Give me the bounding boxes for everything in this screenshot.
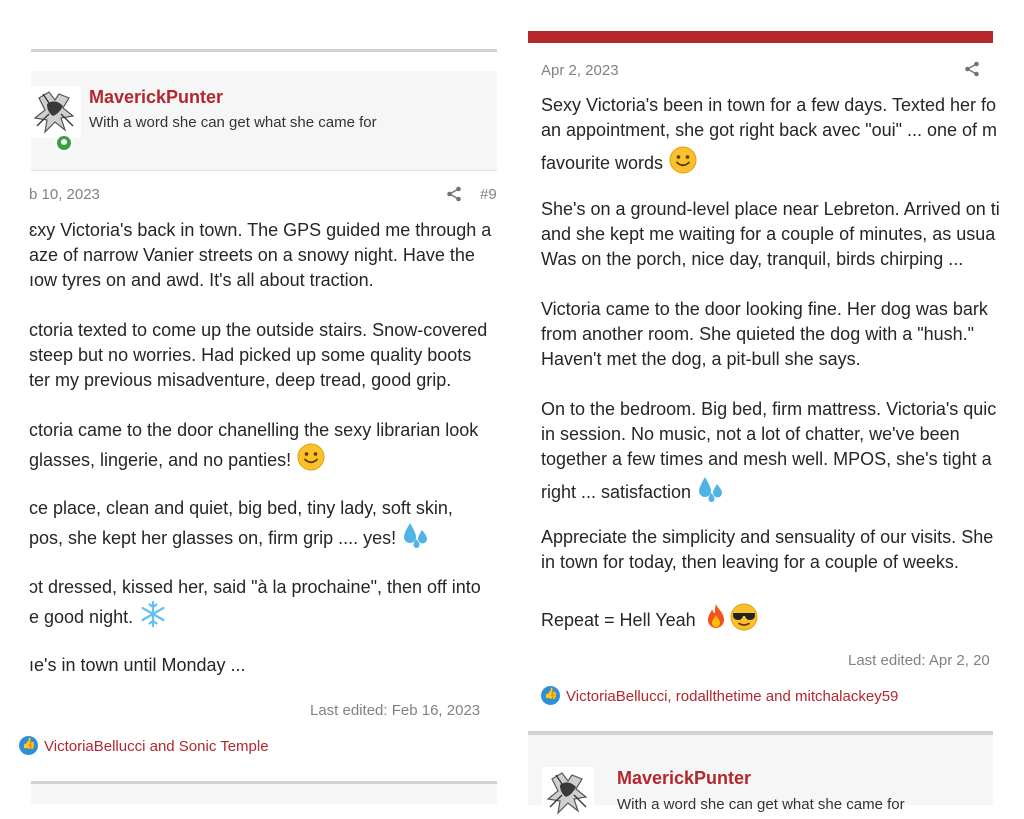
avatar[interactable]: [29, 86, 81, 138]
last-edited: Last edited: Feb 16, 2023: [310, 702, 481, 719]
snowflake-icon: [139, 600, 167, 628]
post-paragraph: ɔt dressed, kissed her, said "à la prochaine", then off into e good night.: [29, 577, 481, 627]
post-date[interactable]: Apr 2, 2023: [541, 62, 619, 79]
avatar[interactable]: [542, 767, 594, 819]
share-icon[interactable]: [964, 61, 980, 77]
right-post: [528, 0, 1000, 813]
like-reaction-icon: [19, 736, 38, 755]
post-paragraph: Repeat = Hell Yeah: [541, 603, 758, 633]
reactions-list[interactable]: 👍VictoriaBellucci and Sonic Temple: [19, 736, 269, 755]
post-date[interactable]: b 10, 2023: [29, 186, 100, 203]
next-author-bar: [31, 784, 497, 804]
sweat-droplets-icon: [697, 475, 725, 503]
next-author-bar: [528, 735, 993, 813]
sunglasses-face-icon: [730, 603, 758, 631]
sweat-droplets-icon: [402, 521, 430, 549]
post-paragraph: Sexy Victoria's been in town for a few days. Texted her fo an appointment, she got right back avec "oui" ... one of m favourite words: [541, 95, 998, 173]
post-paragraph: ctoria came to the door chanelling the sexy librarian look glasses, lingerie, and no panties!: [29, 420, 479, 470]
author-title: With a word she can get what she came for: [617, 796, 905, 813]
share-icon[interactable]: [446, 186, 462, 202]
post-header-bar: [528, 31, 993, 43]
author-title: With a word she can get what she came for: [89, 114, 377, 131]
post-separator: [31, 49, 497, 52]
like-reaction-icon: [541, 686, 560, 705]
author-name[interactable]: MaverickPunter: [617, 768, 752, 788]
online-status-icon: [55, 134, 73, 152]
post-paragraph: ɛxy Victoria's back in town. The GPS guided me through a aze of narrow Vanier streets on a snowy night. Have the ıow tyres on and awd. It's all about traction.: [29, 220, 492, 290]
post-paragraph: ce place, clean and quiet, big bed, tiny lady, soft skin, pos, she kept her glasses on, firm grip .... yes!: [29, 498, 453, 548]
fire-icon: [702, 603, 730, 631]
post-paragraph: She's on a ground-level place near Lebreton. Arrived on ti and she kept me waiting for a couple of minutes, as usua Was on the porch, nice day, tranquil, birds chirping ...: [541, 199, 1000, 269]
post-paragraph: Victoria came to the door looking fine. Her dog was bark from another room. She quieted the dog with a "hush." Haven't met the dog, a pit-bull she says.: [541, 299, 988, 369]
post-paragraph: ıe's in town until Monday ...: [29, 655, 246, 675]
post-number[interactable]: #9: [480, 186, 497, 203]
last-edited: Last edited: Apr 2, 20: [848, 652, 990, 669]
author-bar: [31, 71, 497, 171]
slightly-smiling-face-icon: [297, 443, 325, 471]
post-paragraph: On to the bedroom. Big bed, firm mattress. Victoria's quic in session. No music, not a lot of chatter, we've been together a few times and mesh well. MPOS, she's tight a right ... satisfaction: [541, 399, 997, 502]
author-name[interactable]: MaverickPunter: [89, 87, 224, 107]
post-paragraph: Appreciate the simplicity and sensuality of our visits. She in town for today, then leaving for a couple of weeks.: [541, 527, 994, 572]
left-post: [31, 0, 497, 799]
reactions-list[interactable]: 👍VictoriaBellucci, rodallthetime and mitchalackey59: [541, 686, 898, 705]
post-paragraph: ctoria texted to come up the outside stairs. Snow-covered steep but no worries. Had picked up some quality boots ter my previous misadventure, deep tread, good grip.: [29, 320, 488, 390]
slightly-smiling-face-icon: [669, 146, 697, 174]
